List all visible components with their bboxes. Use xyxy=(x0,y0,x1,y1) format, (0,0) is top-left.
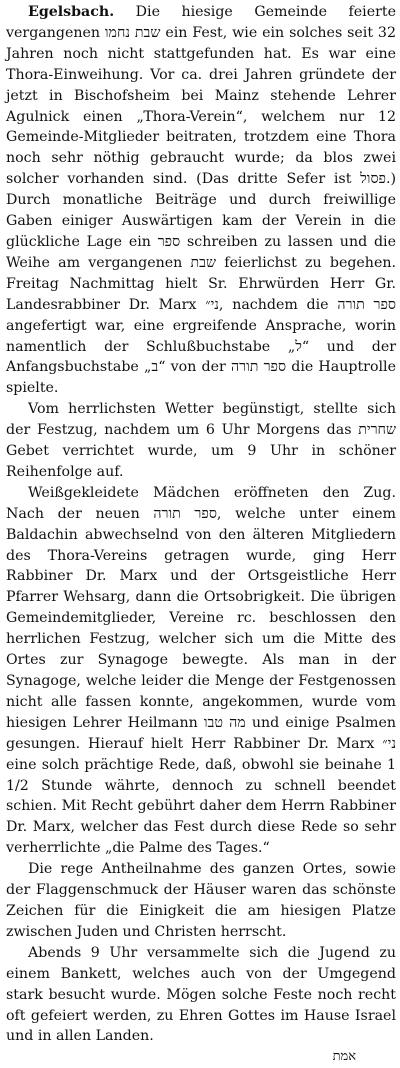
paragraph-1-text: Die hiesige Gemeinde feierte vergangenen שבת נחמו ein Fest, wie ein solches seit 32 Jahren noch nicht stattgefunden hat. Es war eine Thora-Einweihung. Vor ca. drei Jahren gründete der jetzt in Bischofsheim bei Mainz stehende Lehrer Agulnick einen „Thora-Verein“, welchem nur 12 Gemeinde-Mitglieder beitraten, trotzdem eine Thora noch sehr nöthig gebraucht wurde; da blos zwei solcher vorhanden sind. (Das dritte Sefer ist פסול.) Durch monatliche Beiträge und durch freiwillige Gaben einiger Auswärtigen kam der Verein in die glückliche Lage ein ספר schreiben zu lassen und die Weihe am vergangenen שבת feierlichst zu begehen. Freitag Nachmittag hielt Sr. Ehrwürden Herr Gr. Landesrabbiner Dr. Marx ני״, nachdem die ספר תורה angefertigt war, eine ergreifende Ansprache, worin namentlich der Schlußbuchstabe „ל“ und der Anfangsbuchstabe „ב“ von der ספר תורה die Hauptrolle spielte. xyxy=(6,4,396,397)
article-paragraph-2: Vom herrlichsten Wetter begünstigt, stellte sich der Festzug, nachdem um 6 Uhr Morgens das שחרית Gebet verrichtet wurde, um 9 Uhr in schöner Reihenfolge auf. xyxy=(6,401,396,480)
article-paragraph-3: Weißgekleidete Mädchen eröffneten den Zug. Nach der neuen ספר תורה, welche unter einem Baldachin abwechselnd von den älteren Mitgliedern des Thora-Vereins getragen wurde, ging Herr Rabbiner Dr. Marx und der Ortsgeistliche Herr Pfarrer Wehsarg, dann die Ortsobrigkeit. Die übrigen Gemeindemitglieder, Vereine rc. beschlossen den herrlichen Festzug, welcher sich um die Mitte des Ortes zur Synagoge bewegte. Als man in der Synagoge, welche leider die Menge der Festgenossen nicht alle fassen konnte, angekommen, wurde vom hiesigen Lehrer Heilmann מה טבו und einige Psalmen gesungen. Hierauf hielt Herr Rabbiner Dr. Marx ני״ eine solch prächtige Rede, daß, obwohl sie beinahe 1 1/2 Stunde währte, dennoch zu schnell beendet schien. Mit Recht gebührt daher dem Herrn Rabbiner Dr. Marx, welcher das Fest durch diese Rede so sehr verherrlichte „die Palme des Tages.“ xyxy=(6,484,397,857)
place-heading: Egelsbach. xyxy=(28,4,115,20)
article-paragraph-1 xyxy=(6,2,396,399)
article-paragraph-5: Abends 9 Uhr versammelte sich die Jugend zu einem Bankett, welches auch von der Umgegend stark besucht wurde. Mögen solche Feste noch recht oft gefeiert werden, zu Ehren Gottes im Hause Israel und in allen Landen. xyxy=(6,944,396,1045)
closing-word: אמת xyxy=(332,1049,356,1065)
article-paragraph-4: Die rege Antheilnahme des ganzen Ortes, sowie der Flaggenschmuck der Häuser waren das schönste Zeichen für die Einigkeit die am hiesigen Platze zwischen Juden und Christen herrscht. xyxy=(6,861,396,940)
